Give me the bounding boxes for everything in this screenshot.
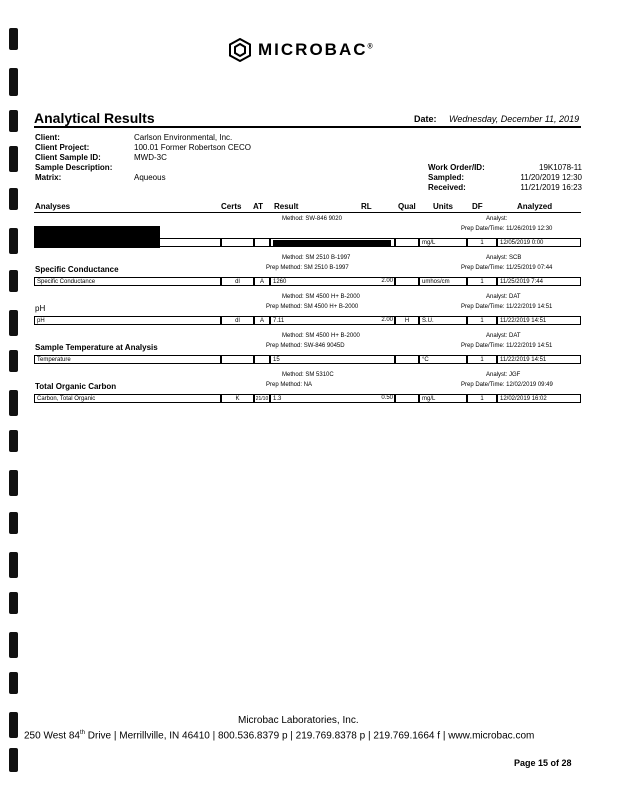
binder-mark	[9, 512, 18, 534]
at-cell: 21/10	[255, 396, 269, 402]
sampled-label: Sampled:	[428, 173, 465, 182]
binder-mark	[9, 470, 18, 496]
result-cell: 15	[270, 355, 395, 364]
title-rule	[34, 126, 581, 128]
analyzed-cell: 12/02/2019 16:02	[497, 394, 581, 403]
matrix-value: Aqueous	[134, 173, 166, 182]
method-label: Method: SW-846 9020	[282, 216, 342, 222]
units-cell: mg/L	[419, 238, 467, 247]
table-row	[34, 355, 581, 364]
section-title: pH	[35, 304, 46, 313]
binder-mark	[9, 748, 18, 772]
col-analyzed: Analyzed	[517, 202, 553, 211]
certs-cell	[221, 355, 254, 364]
binder-mark	[9, 712, 18, 738]
result-cell: 1.3	[270, 394, 395, 403]
footer-address: 250 West 84th Drive | Merrillville, IN 46410 | 800.536.8379 p | 219.769.8378 p | 219.769.1664 f | www.microbac.com	[24, 730, 535, 742]
qual-cell	[395, 355, 419, 364]
binder-mark	[9, 146, 18, 172]
received-value: 11/21/2019 16:23	[520, 183, 582, 192]
page-number: Page 15 of 28	[514, 758, 572, 768]
prep-method-label: Prep Method: SM 2510 B-1997	[266, 265, 349, 271]
binder-mark	[9, 390, 18, 416]
col-at: AT	[253, 202, 264, 211]
rl-cell	[330, 355, 395, 364]
section-title: Specific Conductance	[35, 265, 119, 274]
date-label: Date:	[414, 114, 437, 124]
prep-method-label: Prep Method: SM 4500 H+ B-2000	[266, 304, 359, 310]
analyst-label: Analyst: DAT	[486, 294, 521, 300]
qual-cell	[395, 394, 419, 403]
result-cell: 7.11	[270, 316, 395, 325]
sampled-value: 11/20/2019 12:30	[520, 173, 582, 182]
col-qual: Qual	[398, 202, 416, 211]
client-info-values	[134, 133, 251, 183]
microbac-hexagon-icon	[228, 38, 252, 62]
binder-mark	[9, 310, 18, 336]
prep-datetime-label: Prep Date/Time: 11/26/2019 12:30	[461, 226, 553, 232]
binder-mark	[9, 270, 18, 292]
col-units: Units	[433, 202, 453, 211]
qual-cell	[395, 277, 419, 286]
logo-text: MICROBAC®	[258, 40, 375, 59]
sample-description-label: Sample Description:	[35, 163, 113, 172]
table-row	[34, 277, 581, 286]
units-cell: S.U.	[419, 316, 467, 325]
certs-cell: dl	[221, 277, 254, 286]
page-title: Analytical Results	[34, 110, 155, 126]
prep-datetime-label: Prep Date/Time: 11/25/2019 07:44	[461, 265, 553, 271]
header-rule	[34, 212, 581, 213]
prep-datetime-label: Prep Date/Time: 11/22/2019 14:51	[461, 343, 553, 349]
project-label: Client Project:	[35, 143, 90, 152]
certs-cell: dl	[221, 316, 254, 325]
analyst-label: Analyst:	[486, 216, 508, 222]
table-row	[34, 238, 581, 247]
certs-cell	[221, 238, 254, 247]
result-cell	[270, 238, 395, 247]
qual-cell	[395, 238, 419, 247]
table-row	[34, 394, 581, 403]
binder-mark	[9, 350, 18, 372]
rl-cell: 2.00	[381, 317, 393, 323]
section-title: Sample Temperature at Analysis	[35, 343, 158, 352]
analyst-label: Analyst: DAT	[486, 333, 521, 339]
work-info-values	[500, 163, 582, 193]
method-label: Method: SM 4500 H+ B-2000	[282, 294, 360, 300]
method-label: Method: SM 5310C	[282, 372, 334, 378]
units-cell: umhos/cm	[419, 277, 467, 286]
analysis-cell: Carbon, Total Organic	[34, 394, 221, 403]
work-order-value: 19K1078-11	[539, 163, 582, 172]
analyst-label: Analyst: SCB	[486, 255, 522, 261]
analyzed-cell: 11/25/2019 7:44	[497, 277, 581, 286]
col-certs: Certs	[221, 202, 242, 211]
df-cell: 1	[467, 355, 497, 364]
footer-company: Microbac Laboratories, Inc.	[238, 715, 359, 726]
received-label: Received:	[428, 183, 466, 192]
work-order-label: Work Order/ID:	[428, 163, 485, 172]
analysis-cell	[34, 238, 221, 247]
col-analyses: Analyses	[35, 202, 71, 211]
project-value: 100.01 Former Robertson CECO	[134, 143, 251, 152]
binder-mark	[9, 110, 18, 132]
prep-method-label: Prep Method: SW-846 9045D	[266, 343, 345, 349]
method-label: Method: SM 2510 B-1997	[282, 255, 351, 261]
col-rl: RL	[361, 202, 372, 211]
section-title: Total Organic Carbon	[35, 382, 117, 391]
work-info-labels	[428, 163, 485, 193]
at-cell	[254, 238, 270, 247]
analyzed-cell: 11/22/2019 14:51	[497, 316, 581, 325]
result-cell: 1260	[270, 277, 395, 286]
date-value: Wednesday, December 11, 2019	[449, 114, 580, 124]
client-label: Client:	[35, 133, 60, 142]
df-cell: 1	[467, 238, 497, 247]
analysis-cell: pH	[34, 316, 221, 325]
microbac-logo	[228, 38, 375, 62]
binder-mark	[9, 68, 18, 96]
prep-datetime-label: Prep Date/Time: 12/02/2019 09:49	[461, 382, 553, 388]
analyst-label: Analyst: JGF	[486, 372, 521, 378]
client-value: Carlson Environmental, Inc.	[134, 133, 233, 142]
sample-id-label: Client Sample ID:	[35, 153, 101, 162]
at-cell: A	[254, 277, 270, 286]
client-info-labels	[35, 133, 112, 183]
binder-mark	[9, 430, 18, 452]
sample-description-value	[134, 163, 251, 173]
table-row	[34, 316, 581, 325]
binder-mark	[9, 592, 18, 614]
units-cell: °C	[419, 355, 467, 364]
binder-mark	[9, 228, 18, 254]
binder-mark	[9, 672, 18, 694]
at-cell: A	[254, 316, 270, 325]
binder-mark	[9, 632, 18, 658]
method-label: Method: SM 4500 H+ B-2000	[282, 333, 360, 339]
analysis-cell: Specific Conductance	[34, 277, 221, 286]
prep-datetime-label: Prep Date/Time: 11/22/2019 14:51	[461, 304, 553, 310]
analysis-cell: Temperature	[34, 355, 221, 364]
matrix-label: Matrix:	[35, 173, 62, 182]
analyzed-cell: 11/22/2019 14:51	[497, 355, 581, 364]
units-cell: mg/L	[419, 394, 467, 403]
redaction-block	[273, 240, 391, 246]
binder-mark	[9, 28, 18, 50]
col-df: DF	[472, 202, 483, 211]
at-cell	[254, 355, 270, 364]
binder-mark	[9, 552, 18, 578]
sample-id-value: MWD-3C	[134, 153, 167, 162]
rl-cell: 0.50	[381, 395, 393, 401]
binder-mark	[9, 188, 18, 210]
certs-cell: K	[221, 394, 254, 403]
df-cell: 1	[467, 277, 497, 286]
df-cell: 1	[467, 394, 497, 403]
qual-cell: H	[395, 316, 419, 325]
rl-cell: 2.00	[381, 278, 393, 284]
col-result: Result	[274, 202, 299, 211]
df-cell: 1	[467, 316, 497, 325]
prep-method-label: Prep Method: NA	[266, 382, 313, 388]
analyzed-cell: 12/05/2019 0:00	[497, 238, 581, 247]
